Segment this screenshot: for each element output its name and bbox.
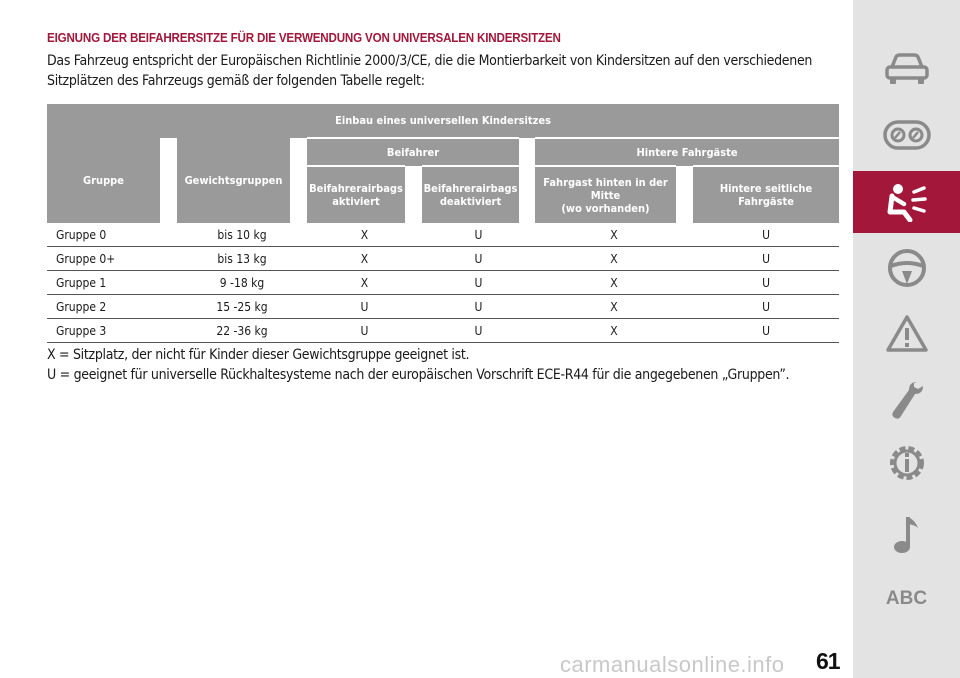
- header-beifahrer: Beifahrer: [307, 138, 519, 166]
- dashboard-icon: [883, 120, 931, 150]
- cell-airbag-off: U: [422, 319, 535, 343]
- seat-airbag-icon: [884, 182, 930, 222]
- cell-rear-middle: X: [535, 271, 693, 295]
- child-seat-table: [47, 104, 839, 343]
- cell-group: Gruppe 3: [47, 319, 177, 343]
- music-note-icon: [891, 514, 923, 556]
- sidebar-item-car[interactable]: [853, 38, 960, 100]
- car-icon: [884, 52, 930, 86]
- header-rear-middle-line2: (wo vorhanden): [561, 201, 650, 215]
- table-row: [47, 247, 839, 271]
- cell-rear-middle: X: [535, 223, 693, 247]
- cell-rear-middle: X: [535, 295, 693, 319]
- column-separator: [676, 166, 693, 223]
- cell-rear-side: U: [693, 295, 839, 319]
- header-airbag-off: Beifahrerairbags deaktiviert: [422, 166, 519, 223]
- sidebar-abc-label: ABC: [885, 588, 928, 609]
- intro-paragraph: Das Fahrzeug entspricht der Europäischen Richtlinie 2000/3/CE, die die Montierbarkeit von Kindersitzen auf den verschiedenen Sitzplätzen des Fahrzeugs gemäß der folgenden Tabelle regelt:: [47, 53, 813, 89]
- cell-airbag-on: X: [307, 271, 422, 295]
- sidebar-item-multimedia[interactable]: [853, 504, 960, 566]
- header-group: Gruppe: [47, 138, 160, 223]
- sidebar-item-index[interactable]: [853, 568, 960, 630]
- header-weight: Gewichtsgruppen: [177, 138, 290, 223]
- steering-wheel-icon: [886, 247, 928, 289]
- cell-group: Gruppe 0: [47, 223, 177, 247]
- cell-group: Gruppe 1: [47, 271, 177, 295]
- cell-airbag-on: X: [307, 223, 422, 247]
- header-rear-side: Hintere seitliche Fahrgäste: [693, 166, 839, 223]
- cell-airbag-on: X: [307, 247, 422, 271]
- cell-airbag-on: U: [307, 319, 422, 343]
- info-gear-icon: [885, 441, 929, 485]
- cell-rear-middle: X: [535, 247, 693, 271]
- column-separator: [160, 138, 177, 223]
- cell-rear-side: U: [693, 247, 839, 271]
- legend-u: U = geeignet für universelle Rückhaltesysteme nach der europäischen Vorschrift ECE-R44 für die angegebenen „Gruppen”.: [47, 367, 790, 383]
- table-row: [47, 295, 839, 319]
- legend-x: X = Sitzplatz, der nicht für Kinder dieser Gewichtsgruppe geeignet ist.: [47, 347, 470, 363]
- column-separator: [519, 138, 535, 223]
- sidebar-item-maintenance[interactable]: [853, 369, 960, 431]
- cell-airbag-off: U: [422, 223, 535, 247]
- legend: [47, 345, 839, 385]
- table-row: [47, 319, 839, 343]
- section-title: EIGNUNG DER BEIFAHRERSITZE FÜR DIE VERWENDUNG VON UNIVERSALEN KINDERSITZEN: [47, 31, 561, 45]
- header-rear-middle-line1: Fahrgast hinten in der Mitte: [543, 175, 668, 202]
- header-airbag-on: Beifahrerairbags aktiviert: [307, 166, 405, 223]
- column-separator: [405, 166, 422, 223]
- cell-group: Gruppe 0+: [47, 247, 177, 271]
- sidebar-item-safety[interactable]: [853, 171, 960, 233]
- cell-airbag-on: U: [307, 295, 422, 319]
- wrench-icon: [887, 378, 927, 422]
- sidebar-item-emergency[interactable]: [853, 303, 960, 365]
- warning-triangle-icon: [885, 314, 929, 354]
- header-hintere: Hintere Fahrgäste: [535, 138, 839, 166]
- header-rear-middle: [535, 166, 676, 223]
- cell-weight: 15 -25 kg: [177, 295, 307, 319]
- cell-rear-side: U: [693, 223, 839, 247]
- cell-group: Gruppe 2: [47, 295, 177, 319]
- chapter-sidebar: [853, 0, 960, 678]
- table-row: [47, 271, 839, 295]
- cell-weight: bis 10 kg: [177, 223, 307, 247]
- cell-weight: bis 13 kg: [177, 247, 307, 271]
- cell-airbag-off: U: [422, 271, 535, 295]
- table-row: [47, 223, 839, 247]
- cell-airbag-off: U: [422, 295, 535, 319]
- column-separator: [290, 138, 307, 223]
- page-number: 61: [816, 648, 840, 674]
- sidebar-item-technical[interactable]: [853, 432, 960, 494]
- cell-rear-side: U: [693, 319, 839, 343]
- sidebar-item-dashboard[interactable]: [853, 104, 960, 166]
- watermark: carmanualsonline.info: [560, 652, 785, 677]
- cell-airbag-off: U: [422, 247, 535, 271]
- cell-weight: 22 -36 kg: [177, 319, 307, 343]
- cell-rear-side: U: [693, 271, 839, 295]
- cell-weight: 9 -18 kg: [177, 271, 307, 295]
- cell-rear-middle: X: [535, 319, 693, 343]
- table-caption: Einbau eines universellen Kindersitzes: [47, 104, 839, 138]
- sidebar-item-driving[interactable]: [853, 237, 960, 299]
